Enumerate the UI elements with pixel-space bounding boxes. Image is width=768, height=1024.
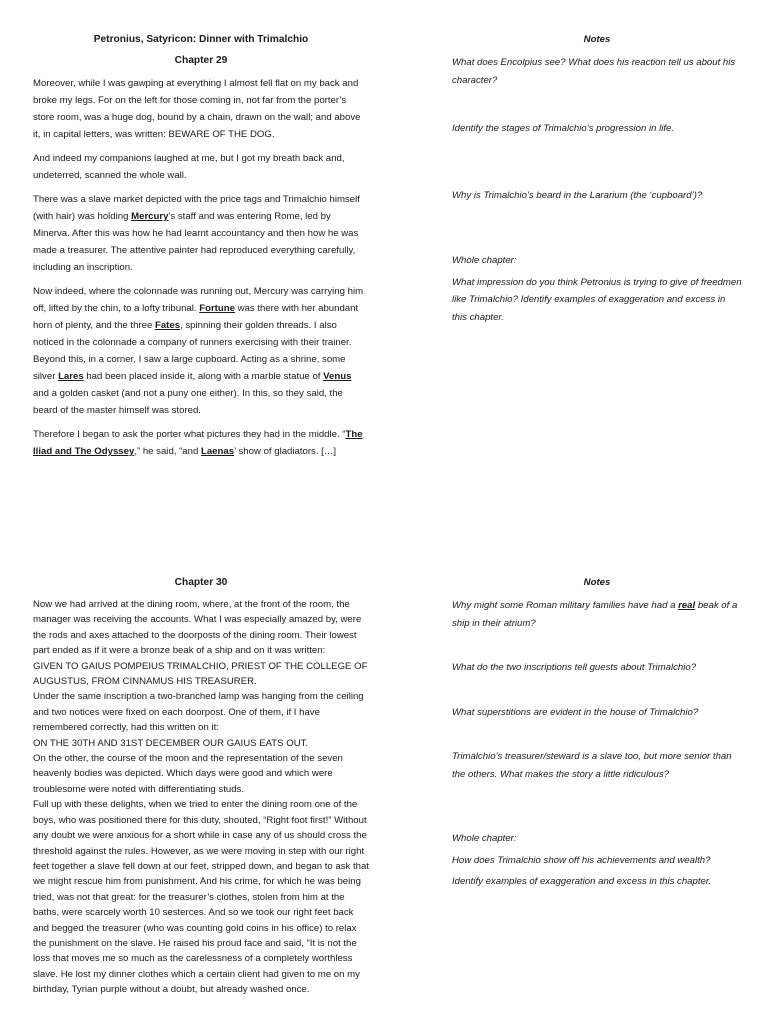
chapter-29-paragraph-2: And indeed my companions laughed at me, but I got my breath back and, undeterred, scanned the whole wall. [33, 153, 345, 181]
note-question: Identify examples of exaggeration and excess in this chapter. [452, 876, 712, 887]
link-venus[interactable]: Venus [323, 371, 352, 382]
note-subheading: Whole chapter: [452, 255, 517, 266]
link-lares[interactable]: Lares [58, 371, 84, 382]
chapter-29-paragraph-1: Moreover, while I was gawping at everything I almost fell flat on my back and broke my legs. For on the left for those coming in, not far from the porter’s store room, was a huge dog, bound by a chain, drawn on the wall; and above it, in capital letters, was written: BEWARE OF THE DOG. [33, 78, 361, 140]
link-iliad-odyssey[interactable]: The Iliad and The Odyssey [33, 429, 363, 457]
chapter-30-inscription-1: GIVEN TO GAIUS POMPEIUS TRIMALCHIO, PRIEST OF THE COLLEGE OF AUGUSTUS, FROM CINNAMUS HIS TREASURER. [33, 660, 368, 688]
note-question: Why is Trimalchio’s beard in the Lararium (the ‘cupboard’)? [452, 189, 703, 201]
link-fates[interactable]: Fates [154, 320, 181, 331]
chapter-30-text-1: Now we had arrived at the dining room, where, at the front of the room, the manager was receiving the accounts. What I was especially amazed by, were the rods and axes attached to the doorposts of the dining room. Their lowest part ended as if it were a bronze beak of a ship and on it was written: [33, 599, 362, 657]
note-question: What do the two inscriptions tell guests about Trimalchio? [452, 662, 697, 673]
note-question: Identify the stages of Trimalchio’s progression in life. [452, 123, 675, 134]
chapter-29-heading: Chapter 29 [174, 55, 228, 66]
chapter-30-heading: Chapter 30 [174, 577, 228, 588]
notes-heading: Notes [583, 34, 611, 45]
note-question: What impression do you think Petronius is trying to give of freedmen like Trimalchio? Identify examples of exaggeration and excess in this chapter. [452, 276, 742, 323]
chapter-30-text-3: On the other, the course of the moon and the representation of the seven heavenly bodies was depicted. Which days were good and which were troublesome were noted with differentiating studs. [33, 753, 343, 795]
note-question: How does Trimalchio show off his achievements and wealth? [452, 854, 711, 866]
chapter-29-column [33, 33, 369, 460]
link-fortune[interactable]: Fortune [199, 303, 235, 314]
emphasis-real: real [678, 600, 696, 611]
note-question: What does Encolpius see? What does his reaction tell us about his character? [452, 57, 736, 86]
document-title: Petronius, Satyricon: Dinner with Trimalchio [93, 34, 309, 45]
note-question: Trimalchio’s treasurer/steward is a slave too, but more senior than the others. What makes the story a little ridiculous? [452, 751, 732, 780]
link-mercury[interactable]: Mercury [131, 211, 169, 222]
chapter-30-text-2: Under the same inscription a two-branched lamp was hanging from the ceiling and two notices were fixed on each doorpost. One of them, if I have remembered correctly, had this written on it: [33, 691, 364, 734]
link-laenas[interactable]: Laenas [200, 446, 235, 457]
chapter-30-notes-column [452, 576, 742, 891]
chapter-29-paragraph-4: Now indeed, where the colonnade was running out, Mercury was carrying him off, lifted by the chin, to a lofty tribunal. Fortune was there with her abundant horn of plenty, and the three Fates, spinning their golden threads. I also noticed in the colonnade a company of runners exercising with their trainer. Beyond this, in a corner, I saw a large cupboard. Acting as a shrine, some silver Lares had been placed inside it, along with a marble statue of Venus and a golden casket (and not a puny one either). In this, so they said, the beard of the master himself was stored. [33, 286, 364, 416]
chapter-29-notes-column [452, 33, 742, 326]
notes-heading: Notes [583, 577, 611, 588]
chapter-29-paragraph-3: There was a slave market depicted with the price tags and Trimalchio himself (with hair) was holding Mercury’s staff and was entering Rome, led by Minerva. After this was how he had learnt accountancy and then how he was made a treasurer. The attentive painter had reproduced everything carefully, including an inscription. [33, 194, 360, 273]
chapter-30-column [33, 576, 369, 998]
note-question: What superstitions are evident in the house of Trimalchio? [452, 706, 699, 718]
note-question: Why might some Roman military families have had a real beak of a ship in their atrium? [452, 600, 738, 629]
chapter-30-inscription-2: ON THE 30TH AND 31ST DECEMBER OUR GAIUS EATS OUT. [33, 737, 309, 749]
chapter-30-text-4: Full up with these delights, when we tried to enter the dining room one of the boys, who was positioned there for this duty, shouted, “Right foot first!” Without any doubt we were anxious for a short while in case any of us should cross the threshold against the rules. However, as we were moving in step with our right feet together a slave fell down at our feet, stripped down, and began to ask that we might rescue him from punishment. And his crime, for which he was being tried, was not that great: for the treasurer’s clothes, stolen from him at the baths, were scarcely worth 10 sesterces. And so we took our right feet back and begged the treasurer (who was counting gold coins in his office) to relax the punishment on the slave. He raised his proud face and said, “It is not the loss that moves me so much as the carelessness of a completely worthless slave. He lost my dinner clothes which a certain client had given to me on my birthday, Tyrian purple without a doubt, but already washed once. [33, 799, 370, 996]
note-subheading: Whole chapter: [452, 833, 517, 844]
chapter-29-paragraph-5: Therefore I began to ask the porter what pictures they had in the middle. “The Iliad and The Odyssey,” he said, “and Laenas’ show of gladiators. […] [33, 429, 363, 457]
